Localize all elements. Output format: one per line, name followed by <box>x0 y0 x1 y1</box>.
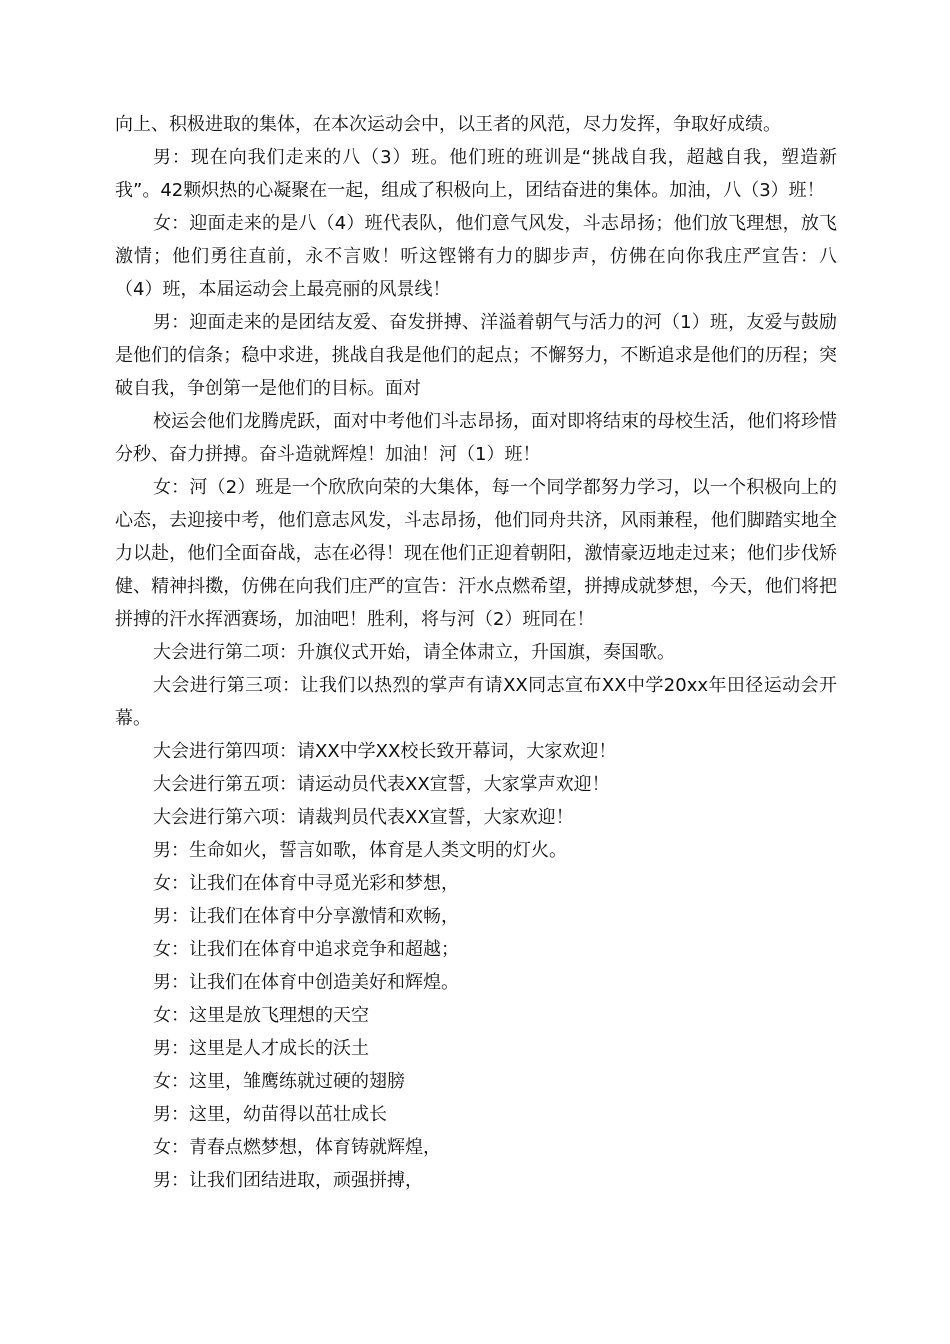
paragraph: 女：迎面走来的是八（4）班代表队，他们意气风发，斗志昂扬；他们放飞理想，放飞激情；他们勇往直前，永不言败！听这铿锵有力的脚步声，仿佛在向你我庄严宣告：八（4）班，本届运动会上最亮丽的风景线！ <box>115 213 837 300</box>
paragraph: 大会进行第五项：请运动员代表XX宣誓，大家掌声欢迎！ <box>153 774 610 795</box>
document-body <box>115 108 837 1197</box>
paragraph: 女：让我们在体育中寻觅光彩和梦想， <box>153 873 459 894</box>
paragraph: 男：这里，幼苗得以茁壮成长 <box>153 1104 387 1125</box>
paragraph: 大会进行第二项：升旗仪式开始，请全体肃立，升国旗，奏国歌。 <box>153 642 675 663</box>
paragraph: 女：让我们在体育中追求竞争和超越； <box>153 939 459 960</box>
paragraph: 女：这里是放飞理想的天空 <box>153 1005 369 1026</box>
paragraph: 大会进行第四项：请XX中学XX校长致开幕词，大家欢迎！ <box>153 741 617 762</box>
paragraph: 男：让我们在体育中分享激情和欢畅， <box>153 906 459 927</box>
paragraph: 大会进行第六项：请裁判员代表XX宣誓，大家欢迎！ <box>153 807 574 828</box>
paragraph: 男：迎面走来的是团结友爱、奋发拼搏、洋溢着朝气与活力的河（1）班，友爱与鼓励是他们的信条；稳中求进，挑战自我是他们的起点；不懈努力，不断追求是他们的历程；突破自我，争创第一是他们的目标。面对 <box>115 312 837 399</box>
paragraph: 男：现在向我们走来的八（3）班。他们班的班训是“挑战自我，超越自我，塑造新我”。42颗炽热的心凝聚在一起，组成了积极向上，团结奋进的集体。加油，八（3）班！ <box>115 147 837 201</box>
paragraph: 校运会他们龙腾虎跃，面对中考他们斗志昂扬，面对即将结束的母校生活，他们将珍惜分秒、奋力拼搏。奋斗造就辉煌！加油！河（1）班！ <box>115 411 837 465</box>
paragraph: 向上、积极进取的集体，在本次运动会中，以王者的风范，尽力发挥，争取好成绩。 <box>115 114 781 135</box>
paragraph: 男：生命如火，誓言如歌，体育是人类文明的灯火。 <box>153 840 567 861</box>
paragraph: 女：这里，雏鹰练就过硬的翅膀 <box>153 1071 405 1092</box>
paragraph: 女：河（2）班是一个欣欣向荣的大集体，每一个同学都努力学习，以一个积极向上的心态，去迎接中考，他们意志风发，斗志昂扬，他们同舟共济，风雨兼程，他们脚踏实地全力以赴，他们全面奋战，志在必得！现在他们正迎着朝阳，激情豪迈地走过来；他们步伐矫健、精神抖擞，仿佛在向我们庄严的宣告：汗水点燃希望，拼搏成就梦想，今天，他们将把拼搏的汗水挥洒赛场，加油吧！胜利，将与河（2）班同在！ <box>115 477 837 630</box>
paragraph: 男：让我们在体育中创造美好和辉煌。 <box>153 972 459 993</box>
paragraph: 大会进行第三项：让我们以热烈的掌声有请XX同志宣布XX中学20xx年田径运动会开幕。 <box>115 675 837 729</box>
paragraph: 男：这里是人才成长的沃土 <box>153 1038 369 1059</box>
paragraph: 男：让我们团结进取，顽强拼搏， <box>153 1170 423 1191</box>
paragraph: 女：青春点燃梦想，体育铸就辉煌， <box>153 1137 441 1158</box>
